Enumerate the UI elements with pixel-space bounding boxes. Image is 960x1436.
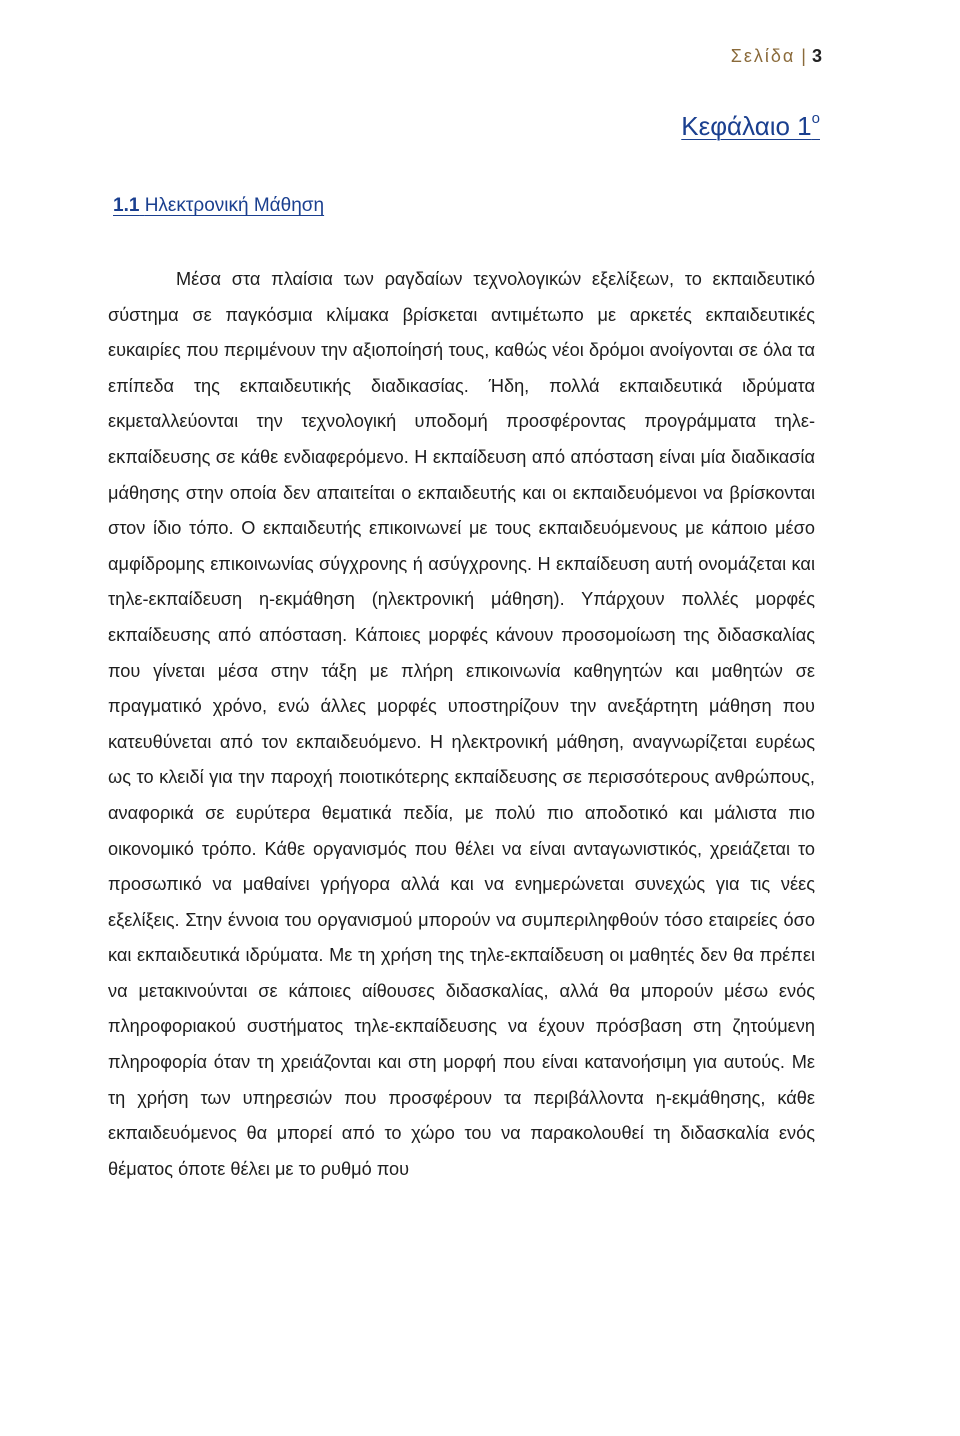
chapter-title [681, 110, 820, 142]
page-number: 3 [811, 46, 822, 66]
page-separator: | [801, 46, 808, 66]
section-number: 1.1 [113, 195, 140, 216]
section-title: Ηλεκτρονική Μάθηση [144, 195, 325, 216]
chapter-title-superscript: ο [811, 110, 820, 127]
body-paragraph: Μέσα στα πλαίσια των ραγδαίων τεχνολογικών εξελίξεων, το εκπαιδευτικό σύστημα σε παγκόσμια κλίμακα βρίσκεται αντιμέτωπο με αρκετές εκπαιδευτικές ευκαιρίες που περιμένουν την αξιοποίησή τους, καθώς νέοι δρόμοι ανοίγονται σε όλα τα επίπεδα της εκπαιδευτικής διαδικασίας. Ήδη, πολλά εκπαιδευτικά ιδρύματα εκμεταλλεύονται την τεχνολογική υποδομή προσφέροντας προγράμματα τηλε-εκπαίδευσης σε κάθε ενδιαφερόμενο. Η εκπαίδευση από απόσταση είναι μία διαδικασία μάθησης στην οποία δεν απαιτείται ο εκπαιδευτής και οι εκπαιδευόμενοι να βρίσκονται στον ίδιο τόπο. Ο εκπαιδευτής επικοινωνεί με τους εκπαιδευόμενους με κάποιο μέσο αμφίδρομης επικοινωνίας σύγχρονης ή ασύγχρονης. Η εκπαίδευση αυτή ονομάζεται και τηλε-εκπαίδευση η-εκμάθηση (ηλεκτρονική μάθηση). Υπάρχουν πολλές μορφές εκπαίδευσης από απόσταση. Κάποιες μορφές κάνουν προσομοίωση της διδασκαλίας που γίνεται μέσα στην τάξη με πλήρη επικοινωνία καθηγητών και μαθητών σε πραγματικό χρόνο, ενώ άλλες μορφές υποστηρίζουν την ανεξάρτητη μάθηση που κατευθύνεται από τον εκπαιδευόμενο. Η ηλεκτρονική μάθηση, αναγνωρίζεται ευρέως ως το κλειδί για την παροχή ποιοτικότερης εκπαίδευσης σε περισσότερους ανθρώπους, αναφορικά σε ευρύτερα θεματικά πεδία, με πολύ πιο αποδοτικό και μάλιστα πιο οικονομικό τρόπο. Κάθε οργανισμός που θέλει να είναι ανταγωνιστικός, χρειάζεται το προσωπικό να μαθαίνει γρήγορα αλλά και να ενημερώνεται συνεχώς για τις νέες εξελίξεις. Στην έννοια του οργανισμού μπορούν να συμπεριληφθούν τόσο εταιρείες όσο και εκπαιδευτικά ιδρύματα. Με τη χρήση της τηλε-εκπαίδευση οι μαθητές δεν θα πρέπει να μετακινούνται σε κάποιες αίθουσες διδασκαλίας, αλλά θα μπορούν μέσω ενός πληροφοριακού συστήματος τηλε-εκπαίδευσης να έχουν πρόσβαση στη ζητούμενη πληροφορία όταν τη χρειάζονται και στη μορφή που είναι κατανοήσιμη για αυτούς. Με τη χρήση των υπηρεσιών που προσφέρουν τα περιβάλλοντα η-εκμάθησης, κάθε εκπαιδευόμενος θα μπορεί από το χώρο του να παρακολουθεί τη διδασκαλία ενός θέματος όποτε θέλει με το ρυθμό που [108, 269, 815, 1179]
page-label: Σελίδα [730, 46, 796, 66]
chapter-title-text: Κεφάλαιο 1 [681, 111, 812, 141]
section-heading [113, 195, 324, 217]
page-header [731, 46, 822, 67]
